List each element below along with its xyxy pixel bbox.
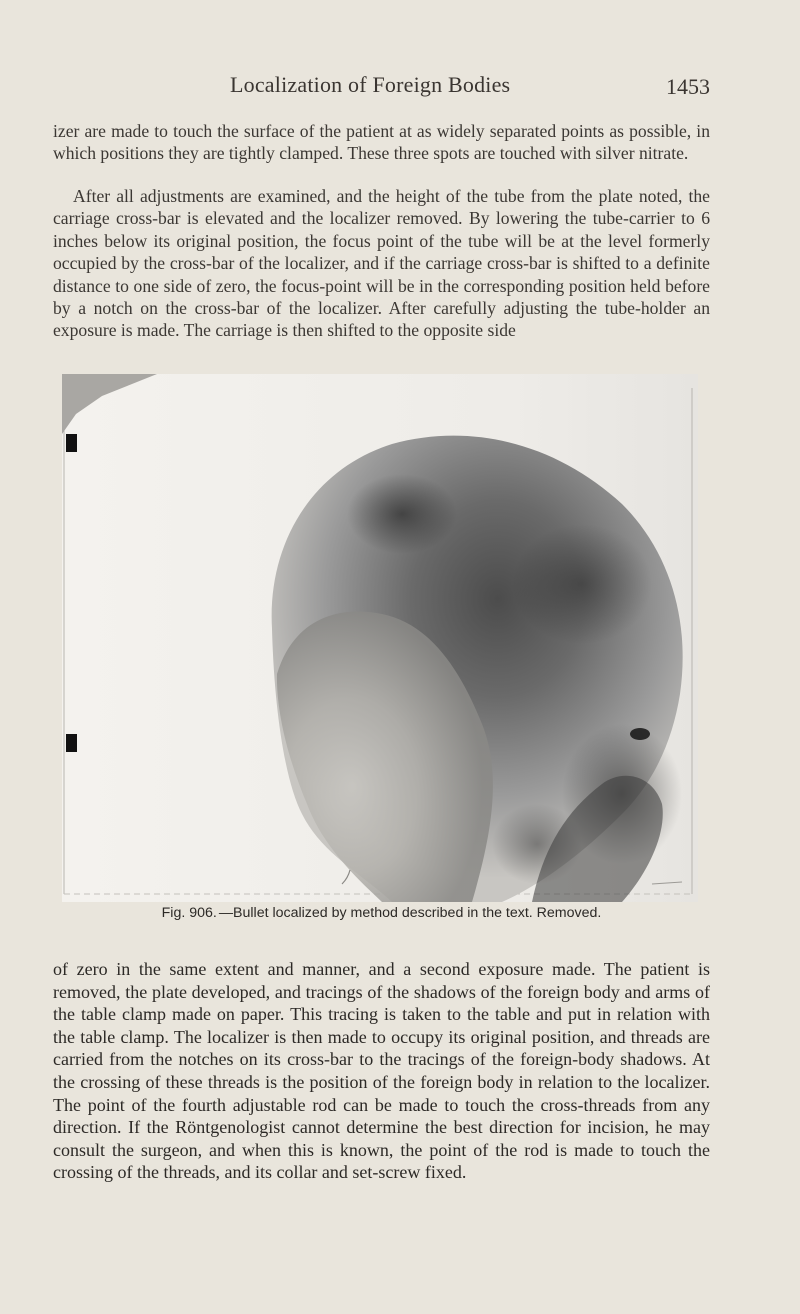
figure-caption-text: —Bullet localized by method described in the text. Removed. xyxy=(218,905,602,921)
xray-figure xyxy=(62,374,698,902)
clamp-marker-top xyxy=(66,434,77,452)
page-number: 1453 xyxy=(666,74,710,99)
bullet-shadow xyxy=(630,728,650,740)
figure-caption xyxy=(53,905,710,921)
paragraph-1: izer are made to touch the surface of the patient at as widely separated points as possible, in which positions they are tightly clamped. These three spots are touched with silver nitrate. xyxy=(53,121,710,164)
paragraph-3: of zero in the same extent and manner, and a second exposure made. The patient is removed, the plate developed, and tracings of the shadows of the foreign body and arms of the table clamp made on paper. This tracing is taken to the table and put in relation with the table clamp. The localizer is then made to occupy its original position, and threads are carried from the notches on its cross-bar to the tracings of the foreign-body shadows. At the crossing of these threads is the position of the foreign body in relation to the localizer. The point of the fourth adjustable rod can be made to touch the cross-threads from any direction. If the Röntgenologist cannot determine the best direction for incision, he may consult the surgeon, and when this is known, the point of the rod is made to touch the crossing of the threads, and its collar and set-screw fixed. xyxy=(53,959,710,1183)
running-title: Localization of Foreign Bodies xyxy=(230,72,511,97)
running-head xyxy=(230,72,710,112)
clamp-marker-bottom xyxy=(66,734,77,752)
paragraph-2: After all adjustments are examined, and the height of the tube from the plate noted, the carriage cross-bar is elevated and the localizer removed. By lowering the tube-carrier to 6 inches below its original position, the focus point of the tube will be at the level formerly occupied by the cross-bar of the localizer, and if the carriage cross-bar is shifted to a definite distance to one side of zero, the focus-point will be in the corresponding position held before by a notch on the cross-bar of the localizer. After carefully adjusting the tube-holder an exposure is made. The carriage is then shifted to the opposite side xyxy=(53,186,710,341)
xray-skull-icon xyxy=(62,374,698,902)
figure-label: Fig. 906. xyxy=(161,905,217,921)
